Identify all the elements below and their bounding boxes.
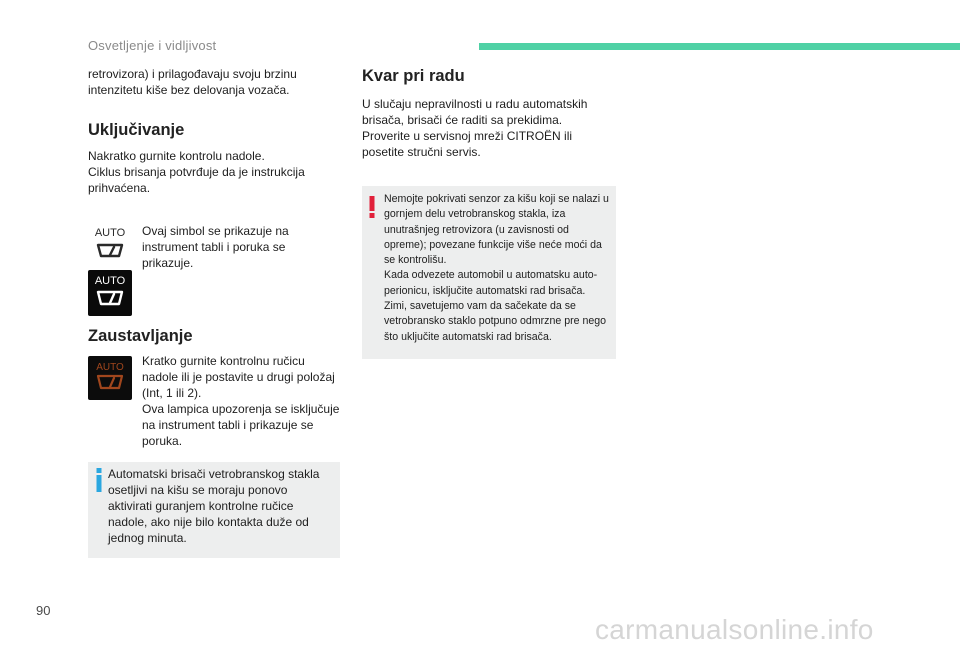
warning-icon xyxy=(368,196,376,218)
auto-icon-label-dark: AUTO xyxy=(94,275,126,287)
fault-icon-label: AUTO xyxy=(96,362,124,373)
watermark: carmanualsonline.info xyxy=(595,614,874,645)
ukljucivanje-line-2: Ciklus brisanja potvrđuje da je instrukcija prihvaćena. xyxy=(88,165,305,195)
heading-zaustavljanje: Zaustavljanje xyxy=(88,327,193,345)
zaustavljanje-line-1: Kratko gurnite kontrolnu ručicu nadole ili je postavite u drugi položaj (Int, 1 ili 2). xyxy=(142,354,335,400)
continued-paragraph: retrovizora) i prilagođavaju svoju brzinu intenzitetu kiše bez delovanja vozača. xyxy=(88,67,297,97)
heading-kvar: Kvar pri radu xyxy=(362,67,465,85)
warning-line-1: Nemojte pokrivati senzor za kišu koji se nalazi u gornjem delu vetrobranskog stakla, iza unutrašnjeg retrovizora (u zavisnosti od opreme); povezane funkcije više neće moći da se kontrolišu. xyxy=(384,193,609,267)
info-icon xyxy=(95,468,103,492)
auto-wiper-icon xyxy=(88,225,132,263)
warning-line-2: Kada odvezete automobil u automatsku auto-perionicu, isključite automatski rad brisača. xyxy=(384,269,598,297)
kvar-text xyxy=(362,96,616,160)
info-note-box xyxy=(88,462,340,558)
warning-note-box xyxy=(362,186,616,359)
page-number: 90 xyxy=(36,603,51,618)
warning-note-text xyxy=(384,192,610,345)
section-accent-bar xyxy=(479,43,960,50)
warning-line-3: Zimi, savetujemo vam da sačekate da se vetrobransko staklo potpuno odmrzne pre nego što uključite automatski rad brisača. xyxy=(384,300,607,343)
section-header: Osvetljenje i vidljivost xyxy=(88,38,217,53)
zaustavljanje-text xyxy=(142,353,340,449)
kvar-line-1: U slučaju nepravilnosti u radu automatskih brisača, brisači će raditi sa prekidima. xyxy=(362,97,588,127)
wiper-fault-icon xyxy=(88,356,132,400)
ukljucivanje-line-1: Nakratko gurnite kontrolu nadole. xyxy=(88,149,265,163)
info-note-text: Automatski brisači vetrobranskog stakla osetljivi na kišu se moraju ponovo aktivirati guranjem kontrolne ručice nadole, ako nije bilo kontakta duže od jednog minuta. xyxy=(108,467,320,545)
auto-icon-label: AUTO xyxy=(94,227,126,239)
heading-ukljucivanje: Uključivanje xyxy=(88,121,185,139)
kvar-line-2: Proverite u servisnoj mreži CITROËN ili posetite stručni servis. xyxy=(362,129,573,159)
auto-symbol-text: Ovaj simbol se prikazuje na instrument tabli i poruka se prikazuje. xyxy=(142,224,289,270)
ukljucivanje-text xyxy=(88,148,340,196)
zaustavljanje-line-2: Ova lampica upozorenja se isključuje na instrument tabli i prikazuje se poruka. xyxy=(142,402,340,448)
auto-wiper-dark-icon xyxy=(88,270,132,316)
